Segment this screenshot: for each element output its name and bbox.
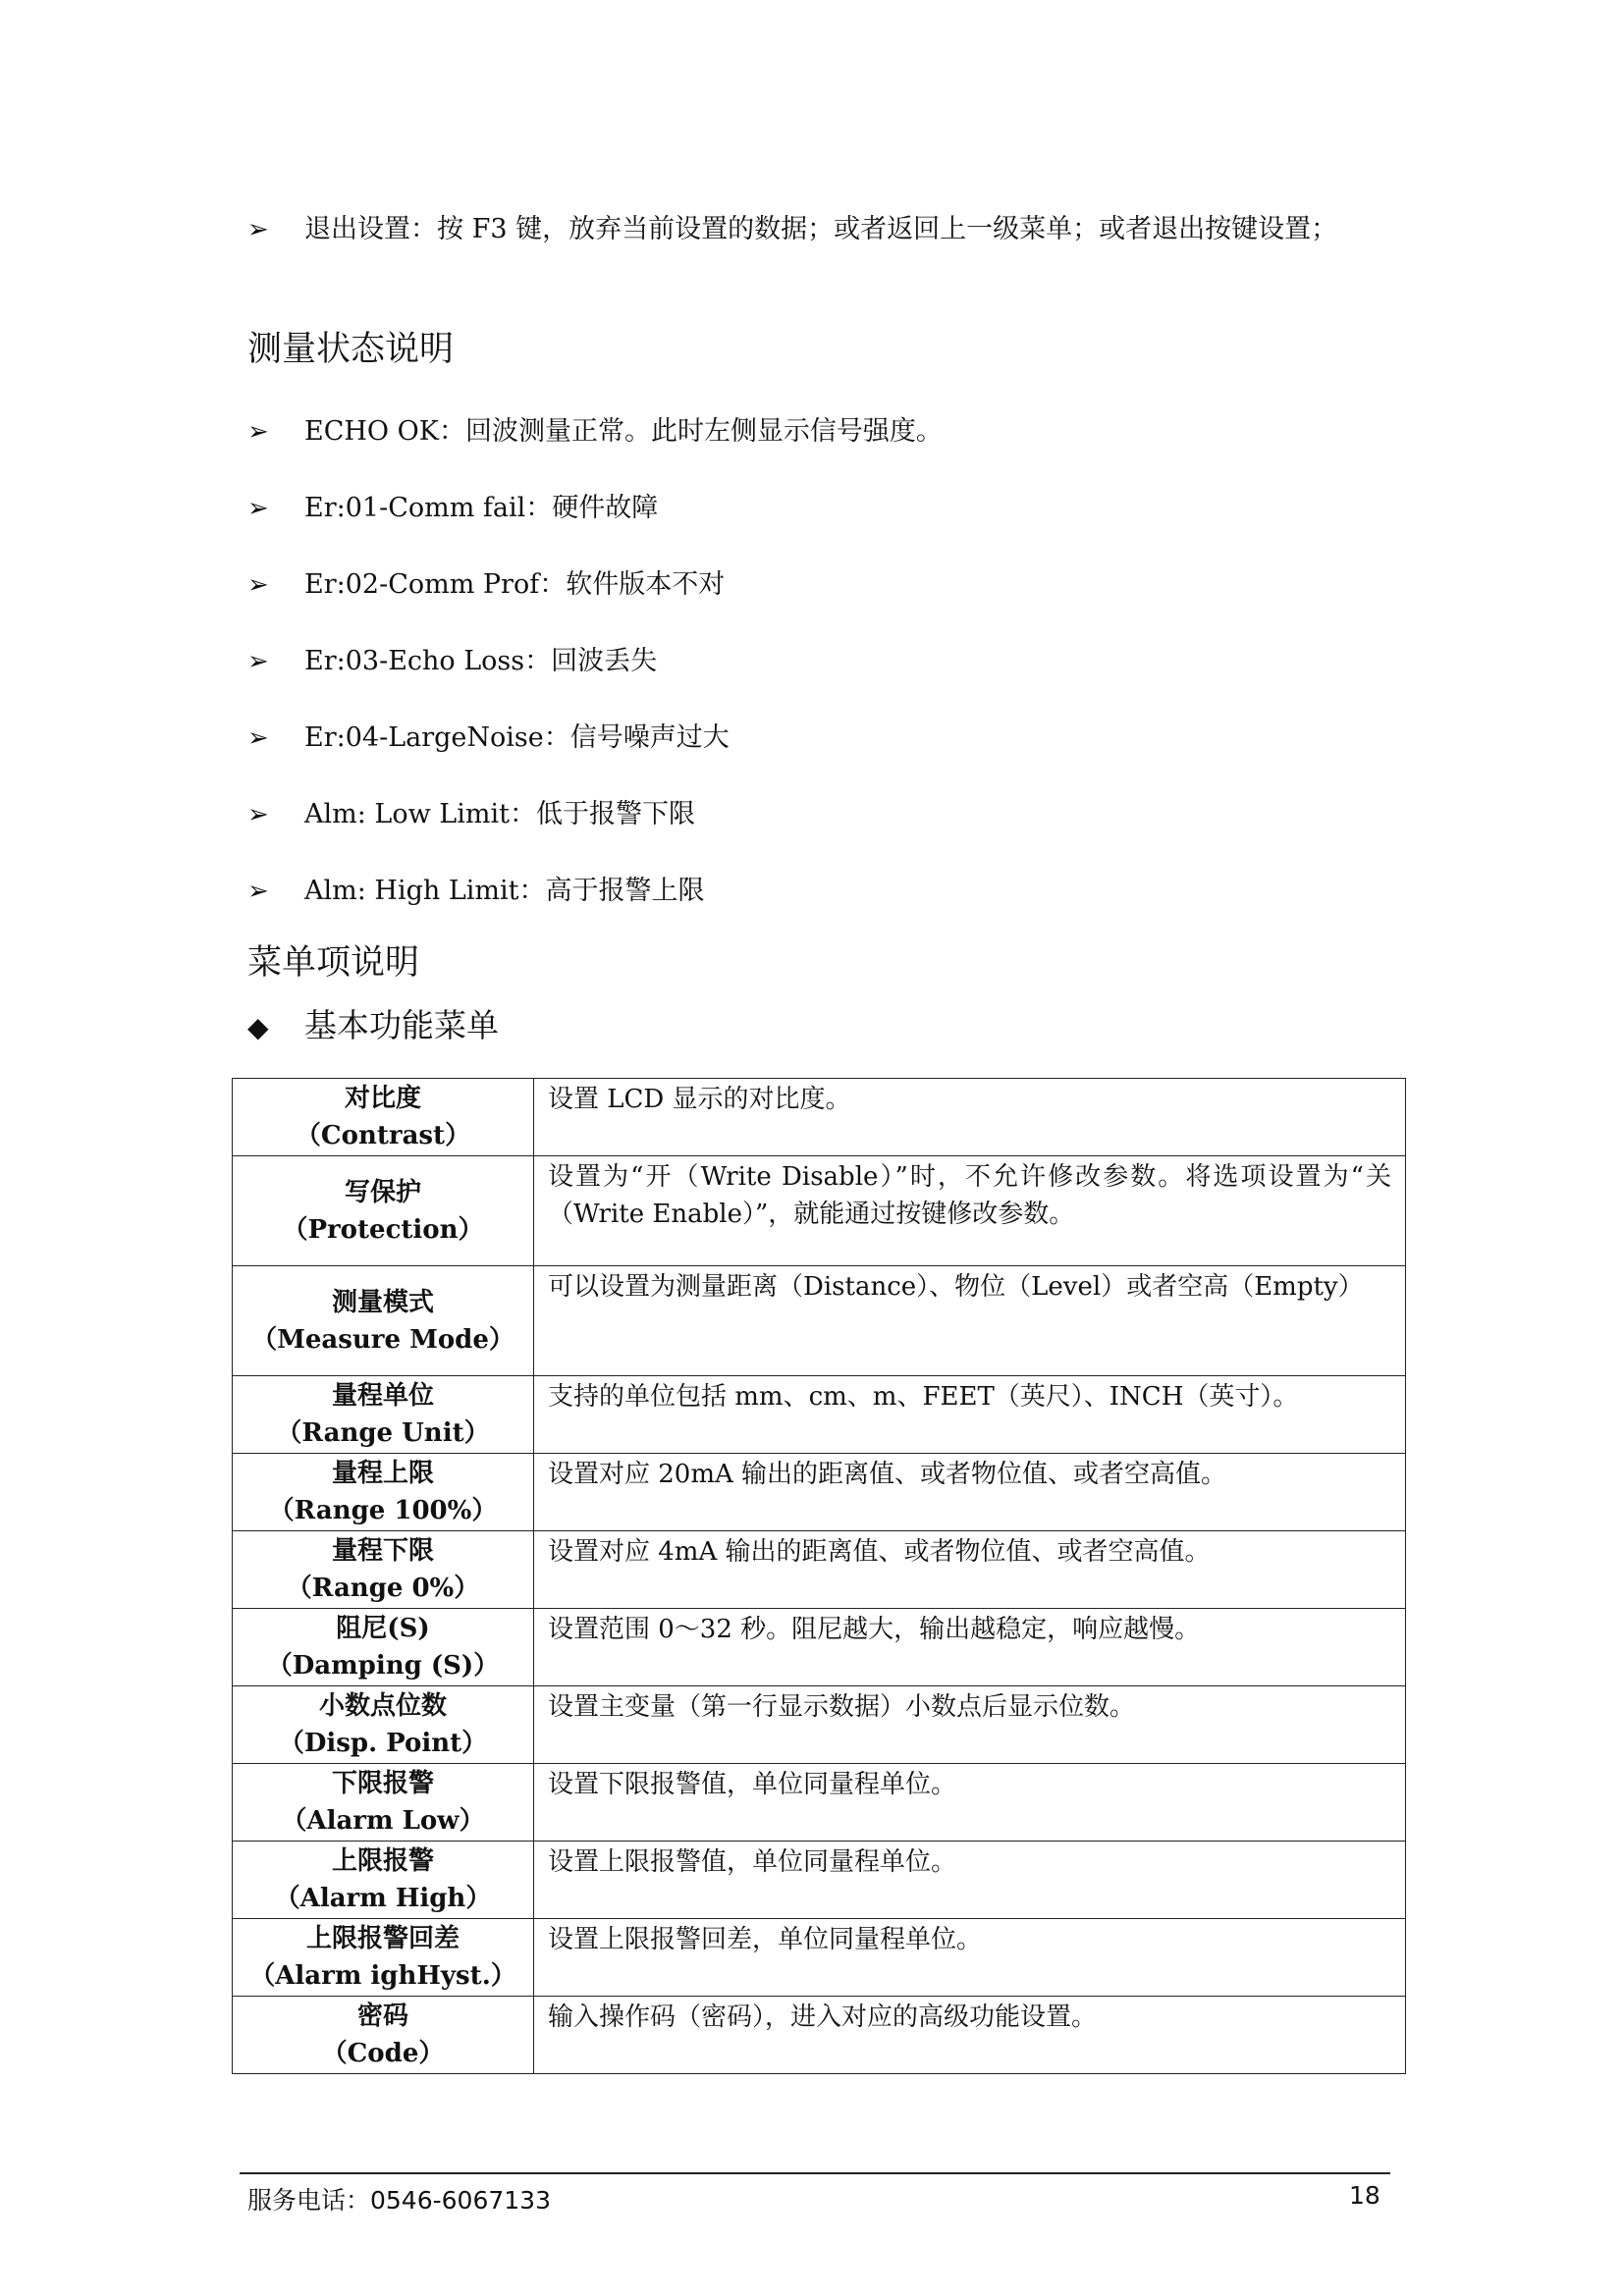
menu-item-name-en: （Measure Mode） [251, 1324, 514, 1355]
exit-setting-bullet [247, 208, 1406, 251]
arrow-bullet-icon: ➢ [247, 215, 269, 244]
menu-item-name-cn: 小数点位数 [318, 1691, 447, 1721]
menu-item-name-cn: 下限报警 [331, 1769, 434, 1798]
arrow-bullet-icon: ➢ [247, 800, 269, 829]
menu-item-name-en: （Range 0%） [286, 1574, 480, 1603]
status-item-text: Er:02-Comm Prof：软件版本不对 [304, 569, 726, 600]
menu-item-name-en: （Damping (S)） [266, 1651, 500, 1681]
arrow-bullet-icon: ➢ [247, 877, 269, 906]
menu-item-description: 设置 LCD 显示的对比度。 [534, 1079, 1406, 1156]
arrow-bullet-icon: ➢ [247, 647, 269, 676]
arrow-bullet-icon: ➢ [247, 417, 269, 447]
menu-item-name-en: （Alarm ighHyst.） [249, 1961, 516, 1991]
table-row [233, 1156, 1406, 1266]
menu-item-description: 设置上限报警值，单位同量程单位。 [534, 1842, 1406, 1919]
table-row [233, 1454, 1406, 1531]
menu-item-description: 设置为“开（Write Disable）”时，不允许修改参数。将选项设置为“关（Write Enable）”，就能通过按键修改参数。 [534, 1156, 1406, 1266]
status-item [247, 870, 1406, 913]
menu-item-name-cn: 写保护 [344, 1177, 421, 1207]
menu-item-name-en: （Range Unit） [276, 1418, 490, 1448]
menu-item-name [233, 1266, 534, 1376]
status-item [247, 640, 1406, 683]
menu-item-name-cn: 上限报警回差 [305, 1924, 460, 1953]
menu-item-description: 设置主变量（第一行显示数据）小数点后显示位数。 [534, 1686, 1406, 1764]
menu-item-name [233, 1919, 534, 1997]
menu-item-name-cn: 量程上限 [331, 1459, 434, 1488]
menu-item-description: 输入操作码（密码），进入对应的高级功能设置。 [534, 1997, 1406, 2074]
table-row [233, 1266, 1406, 1376]
menu-item-name-en: （Range 100%） [268, 1496, 498, 1525]
table-row [233, 1842, 1406, 1919]
arrow-bullet-icon: ➢ [247, 494, 269, 523]
basic-menu-table [232, 1078, 1406, 2074]
menu-item-name [233, 1454, 534, 1531]
menu-item-description: 设置上限报警回差，单位同量程单位。 [534, 1919, 1406, 1997]
menu-item-name [233, 1156, 534, 1266]
page-number: 18 [1349, 2181, 1380, 2210]
diamond-bullet-icon: ◆ [247, 1011, 269, 1043]
status-section-title: 测量状态说明 [247, 330, 455, 369]
exit-setting-text: 退出设置：按 F3 键，放弃当前设置的数据；或者返回上一级菜单；或者退出按键设置； [304, 214, 1338, 244]
table-row [233, 1997, 1406, 2074]
menu-item-description: 支持的单位包括 mm、cm、m、FEET（英尺）、INCH（英寸）。 [534, 1376, 1406, 1454]
table-row [233, 1919, 1406, 1997]
status-item [247, 410, 1406, 454]
menu-item-name [233, 1686, 534, 1764]
menu-item-name [233, 1531, 534, 1609]
menu-item-description: 设置对应 4mA 输出的距离值、或者物位值、或者空高值。 [534, 1531, 1406, 1609]
table-row [233, 1764, 1406, 1842]
menu-item-name-en: （Protection） [282, 1214, 484, 1245]
menu-item-name [233, 1376, 534, 1454]
basic-menu-subtitle [247, 1003, 499, 1050]
menu-item-name-en: （Code） [321, 2039, 445, 2068]
menu-item-name-cn: 密码 [356, 2002, 408, 2031]
status-item-text: ECHO OK：回波测量正常。此时左侧显示信号强度。 [304, 416, 943, 447]
menu-item-name-cn: 量程下限 [331, 1536, 434, 1566]
menu-item-name [233, 1842, 534, 1919]
arrow-bullet-icon: ➢ [247, 570, 269, 600]
status-item [247, 793, 1406, 836]
menu-item-description: 设置下限报警值，单位同量程单位。 [534, 1764, 1406, 1842]
status-item-text: Er:03-Echo Loss：回波丢失 [304, 646, 658, 676]
menu-item-description: 可以设置为测量距离（Distance）、物位（Level）或者空高（Empty） [534, 1266, 1406, 1376]
arrow-bullet-icon: ➢ [247, 723, 269, 753]
menu-item-name [233, 1997, 534, 2074]
menu-item-name [233, 1609, 534, 1686]
menu-item-description: 设置对应 20mA 输出的距离值、或者物位值、或者空高值。 [534, 1454, 1406, 1531]
table-row [233, 1079, 1406, 1156]
menu-item-name-cn: 上限报警 [331, 1846, 434, 1876]
table-row [233, 1376, 1406, 1454]
status-item [247, 717, 1406, 760]
status-item-text: Er:04-LargeNoise：信号噪声过大 [304, 722, 730, 753]
table-row [233, 1609, 1406, 1686]
status-item [247, 563, 1406, 607]
status-item-text: Alm: Low Limit：低于报警下限 [304, 799, 695, 829]
menu-item-name-en: （Alarm High） [274, 1884, 492, 1913]
status-item-text: Alm: High Limit：高于报警上限 [304, 876, 705, 906]
table-row [233, 1531, 1406, 1609]
menu-item-name-cn: 量程单位 [331, 1381, 434, 1411]
menu-item-name-en: （Disp. Point） [278, 1729, 488, 1758]
basic-menu-subtitle-text: 基本功能菜单 [304, 1006, 499, 1044]
status-item-text: Er:01-Comm fail：硬件故障 [304, 493, 659, 523]
menu-item-name-cn: 对比度 [344, 1084, 421, 1113]
menu-item-name-en: （Alarm Low） [281, 1806, 485, 1836]
menu-section-title: 菜单项说明 [247, 943, 420, 983]
footer-divider [240, 2172, 1390, 2174]
menu-item-name-cn: 测量模式 [331, 1287, 434, 1317]
status-item [247, 487, 1406, 530]
menu-item-name [233, 1764, 534, 1842]
menu-item-name-cn: 阻尼(S) [336, 1614, 430, 1643]
table-row [233, 1686, 1406, 1764]
menu-item-name-en: （Contrast） [295, 1121, 471, 1150]
menu-item-description: 设置范围 0～32 秒。阻尼越大，输出越稳定，响应越慢。 [534, 1609, 1406, 1686]
service-phone: 服务电话：0546-6067133 [247, 2186, 551, 2215]
menu-item-name [233, 1079, 534, 1156]
